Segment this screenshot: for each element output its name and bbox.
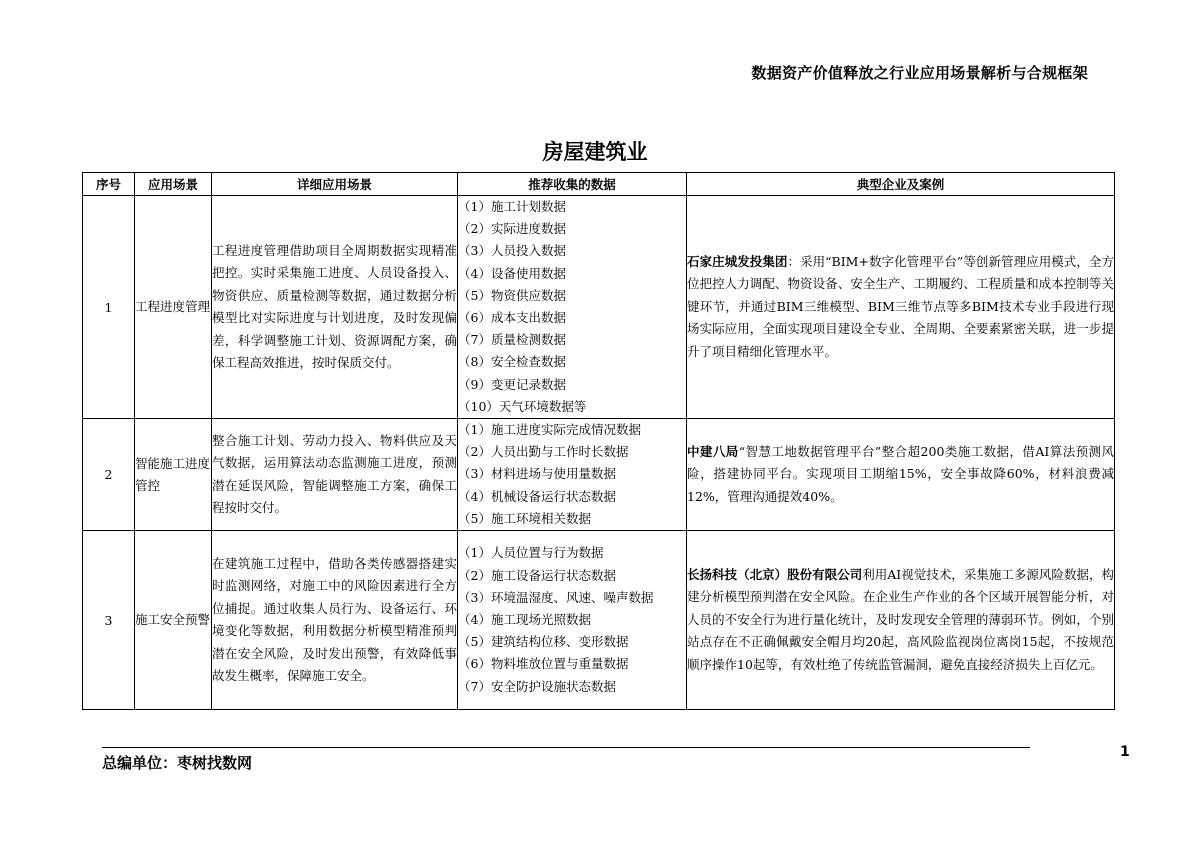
row-detail: 工程进度管理借助项目全周期数据实现精准把控。实时采集施工进度、人员设备投入、物资供应、质量检测等数据，通过数据分析模型比对实际进度与计划进度，及时发现偏差，科学调整施工计划、资源调配方案，确保工程高效推进，按时保质交付。 bbox=[212, 196, 458, 419]
data-item: （1）施工计划数据 bbox=[458, 199, 566, 214]
footer-divider bbox=[102, 747, 1030, 748]
row-number: 1 bbox=[83, 196, 135, 419]
table-row bbox=[83, 196, 1115, 419]
row-scene: 施工安全预警 bbox=[135, 531, 212, 710]
column-header-data: 推荐收集的数据 bbox=[458, 173, 687, 196]
case-company: 中建八局 bbox=[687, 443, 739, 459]
data-item: （4）设备使用数据 bbox=[458, 265, 566, 281]
case-company: 石家庄城发投集团 bbox=[687, 253, 788, 269]
row-detail: 整合施工计划、劳动力投入、物料供应及天气数据，运用算法动态监测施工进度，预测潜在延误风险，智能调整施工方案，确保工程按时交付。 bbox=[212, 419, 458, 531]
data-item: （2）人员出勤与工作时长数据 bbox=[458, 444, 629, 460]
row-case bbox=[687, 531, 1115, 710]
data-item: （4）机械设备运行状态数据 bbox=[458, 488, 616, 504]
table-row bbox=[83, 419, 1115, 531]
row-detail: 在建筑施工过程中，借助各类传感器搭建实时监测网络，对施工中的风险因素进行全方位捕捉。通过收集人员行为、设备运行、环境变化等数据，利用数据分析模型精准预判潜在安全风险，及时发出预警，有效降低事故发生概率，保障施工安全。 bbox=[212, 531, 458, 710]
page-title: 房屋建筑业 bbox=[542, 140, 648, 164]
header-title: 数据资产价值释放之行业应用场景解析与合规框架 bbox=[751, 64, 1088, 82]
row-data-list bbox=[458, 196, 687, 419]
page-number: 1 bbox=[1120, 744, 1130, 760]
data-item: （7）质量检测数据 bbox=[458, 332, 566, 348]
column-header-case: 典型企业及案例 bbox=[687, 173, 1115, 196]
data-item: （9）变更记录数据 bbox=[458, 376, 566, 392]
data-item: （1）施工进度实际完成情况数据 bbox=[458, 422, 641, 438]
table-row bbox=[83, 531, 1115, 710]
column-header-scene: 应用场景 bbox=[135, 173, 212, 196]
data-item: （3）环境温湿度、风速、噪声数据 bbox=[458, 589, 654, 605]
data-item: （5）物资供应数据 bbox=[458, 287, 566, 303]
row-number: 2 bbox=[83, 419, 135, 531]
case-text: 利用AI视觉技术，采集施工多源风险数据，构建分析模型预判潜在安全风险。在企业生产作业的各个区域开展智能分析，对人员的不安全行为进行量化统计，及时发现安全管理的薄弱环节。例如，个别站点存在不正确佩戴安全帽月均20起，高风险监视岗位离岗15起，不按规范顺序操作10起等，有效杜绝了传统监管漏洞，避免直接经济损失上百亿元。 bbox=[687, 566, 1114, 672]
row-number: 3 bbox=[83, 531, 135, 710]
data-item: （3）人员投入数据 bbox=[458, 243, 566, 259]
column-header-num: 序号 bbox=[83, 173, 135, 196]
data-item: （4）施工现场光照数据 bbox=[458, 611, 591, 627]
data-item: （6）物料堆放位置与重量数据 bbox=[458, 656, 629, 672]
case-text: ：采用“BIM+数字化管理平台”等创新管理应用模式，全方位把控人力调配、物资设备、安全生产、工期履约、工程质量和成本控制等关键环节，并通过BIM三维模型、BIM三维节点等多BIM技术专业手段进行现场实际应用，全面实现项目建设全专业、全周期、全要素紧密关联，进一步提升了项目精细化管理水平。 bbox=[687, 253, 1114, 359]
data-item: （8）安全检查数据 bbox=[458, 354, 566, 370]
data-item: （3）材料进场与使用量数据 bbox=[458, 466, 616, 482]
column-header-detail: 详细应用场景 bbox=[212, 173, 458, 196]
case-company: 长扬科技（北京）股份有限公司 bbox=[687, 566, 863, 582]
data-item: （10）天气环境数据等 bbox=[458, 398, 587, 414]
footer-editor-label: 总编单位：枣树找数网 bbox=[102, 754, 253, 772]
row-scene: 工程进度管理 bbox=[135, 196, 212, 419]
row-scene: 智能施工进度管控 bbox=[135, 419, 212, 531]
data-item: （1）人员位置与行为数据 bbox=[458, 545, 604, 561]
table-header-row bbox=[83, 173, 1115, 196]
data-item: （2）实际进度数据 bbox=[458, 221, 566, 237]
data-item: （6）成本支出数据 bbox=[458, 310, 566, 326]
row-case bbox=[687, 419, 1115, 531]
scenario-table bbox=[82, 172, 1115, 710]
data-item: （7）安全防护设施状态数据 bbox=[458, 678, 616, 694]
row-case bbox=[687, 196, 1115, 419]
row-data-list bbox=[458, 419, 687, 531]
row-data-list bbox=[458, 531, 687, 710]
data-item: （5）施工环境相关数据 bbox=[458, 510, 591, 526]
data-item: （2）施工设备运行状态数据 bbox=[458, 567, 616, 583]
case-text: “智慧工地数据管理平台”整合超200类施工数据，借AI算法预测风险，搭建协同平台。实现项目工期缩15%，安全事故降60%，材料浪费减12%，管理沟通提效40%。 bbox=[687, 443, 1114, 504]
data-item: （5）建筑结构位移、变形数据 bbox=[458, 634, 629, 650]
